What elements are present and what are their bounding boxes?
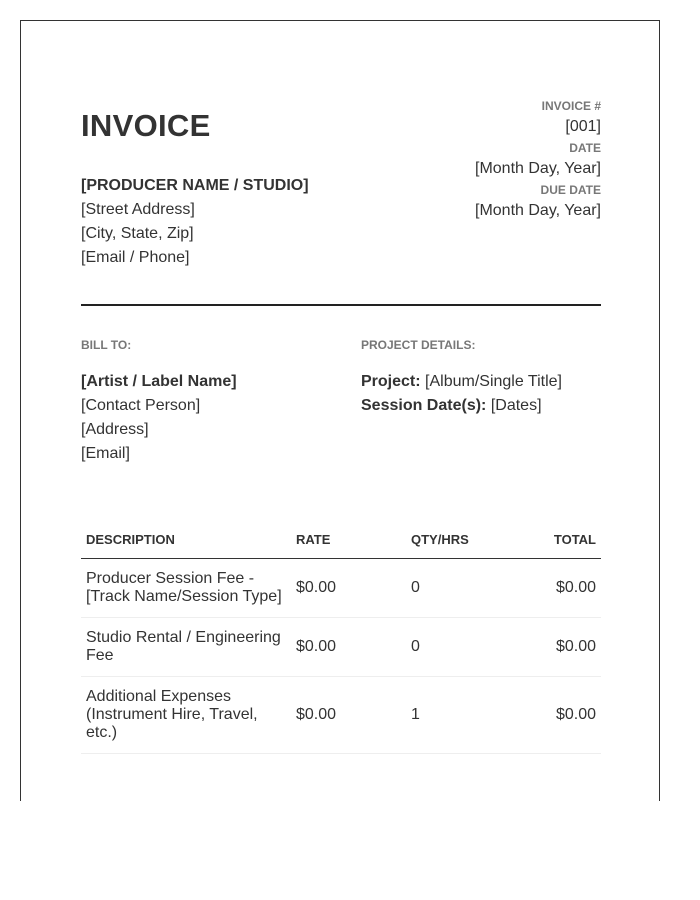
producer-city: [City, State, Zip] — [81, 225, 194, 242]
project-details — [361, 370, 562, 418]
header-qty: QTY/HRS — [401, 523, 526, 559]
bill-to-label: BILL TO: — [81, 338, 132, 352]
table-row — [81, 618, 601, 677]
project-line — [361, 370, 562, 394]
cell-total: $0.00 — [526, 677, 601, 754]
invoice-number-label: INVOICE # — [541, 99, 601, 113]
header-rate: RATE — [291, 523, 401, 559]
bill-to-details — [81, 370, 237, 466]
header-description: DESCRIPTION — [81, 523, 291, 559]
bill-to-email: [Email] — [81, 445, 130, 462]
table-row — [81, 677, 601, 754]
producer-name: [PRODUCER NAME / STUDIO] — [81, 177, 309, 194]
header-divider — [81, 304, 601, 306]
cell-qty: 0 — [401, 618, 526, 677]
table-row — [81, 559, 601, 618]
producer-details — [81, 174, 309, 270]
invoice-meta — [475, 98, 601, 224]
producer-street: [Street Address] — [81, 201, 195, 218]
session-line — [361, 394, 562, 418]
session-value: [Dates] — [490, 397, 542, 414]
producer-contact: [Email / Phone] — [81, 249, 190, 266]
bill-to-contact-person: [Contact Person] — [81, 397, 201, 414]
project-value: [Album/Single Title] — [425, 373, 562, 390]
cell-rate: $0.00 — [291, 559, 401, 618]
cell-total: $0.00 — [526, 618, 601, 677]
table-header-row — [81, 523, 601, 559]
cell-qty: 0 — [401, 559, 526, 618]
cell-rate: $0.00 — [291, 618, 401, 677]
header-total: TOTAL — [526, 523, 601, 559]
project-key: Project: — [361, 373, 421, 390]
cell-rate: $0.00 — [291, 677, 401, 754]
invoice-title: INVOICE — [81, 108, 211, 143]
bill-to-name: [Artist / Label Name] — [81, 373, 237, 390]
bill-to-address: [Address] — [81, 421, 149, 438]
date-label: DATE — [569, 141, 601, 155]
line-items-table — [81, 523, 601, 754]
due-date-value: [Month Day, Year] — [475, 202, 601, 219]
project-details-label: PROJECT DETAILS: — [361, 338, 476, 352]
cell-qty: 1 — [401, 677, 526, 754]
cell-description: Additional Expenses (Instrument Hire, Travel, etc.) — [81, 677, 291, 754]
invoice-page — [20, 20, 660, 801]
session-key: Session Date(s): — [361, 397, 487, 414]
cell-description: Studio Rental / Engineering Fee — [81, 618, 291, 677]
due-date-label: DUE DATE — [540, 183, 601, 197]
date-value: [Month Day, Year] — [475, 160, 601, 177]
cell-description: Producer Session Fee - [Track Name/Session Type] — [81, 559, 291, 618]
cell-total: $0.00 — [526, 559, 601, 618]
invoice-number-value: [001] — [565, 118, 601, 135]
